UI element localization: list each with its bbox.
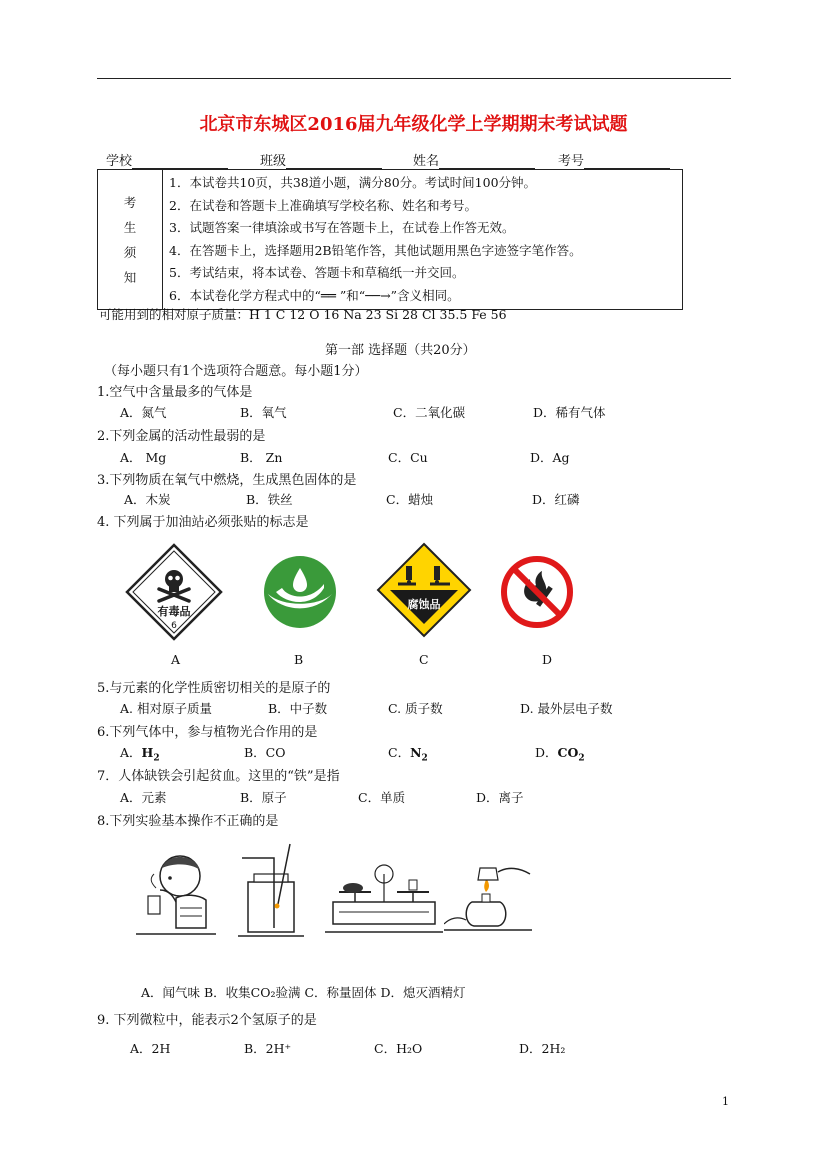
- atomic-masses: 可能用到的相对原子质量：H 1 C 12 O 16 Na 23 Si 28 Cl 35.5 Fe 56: [99, 307, 507, 322]
- q6-option-c[interactable]: C．$N_2$: [388, 745, 428, 764]
- q1-option-b[interactable]: B．氧气: [240, 405, 287, 420]
- q2-option-a[interactable]: A． Mg: [120, 450, 167, 465]
- toxic-sign-class: 6: [171, 621, 177, 631]
- q5-option-b[interactable]: B．中子数: [268, 701, 328, 716]
- field-label: 学校: [106, 154, 133, 169]
- question-2-stem: 2.下列金属的活动性最弱的是: [97, 429, 266, 444]
- corrosive-sign-icon: [376, 542, 472, 638]
- notice-items: [163, 170, 683, 310]
- q3-option-c[interactable]: C．蜡烛: [386, 492, 434, 507]
- q6-option-d[interactable]: D．$CO_2$: [535, 745, 585, 764]
- question-8-stem: 8.下列实验基本操作不正确的是: [97, 814, 279, 829]
- q5-option-a[interactable]: A. 相对原子质量: [120, 701, 212, 716]
- q9-option-d[interactable]: D．2H₂: [519, 1041, 566, 1056]
- q4-option-c[interactable]: C: [419, 652, 429, 667]
- question-4-stem: 4. 下列属于加油站必须张贴的标志是: [97, 515, 309, 530]
- field-label: 班级: [260, 154, 287, 169]
- water-saving-sign-icon: [262, 554, 338, 630]
- question-6-stem: 6.下列气体中，参与植物光合作用的是: [97, 725, 318, 740]
- q1-option-a[interactable]: A．氮气: [120, 405, 167, 420]
- q3-option-b[interactable]: B．铁丝: [246, 492, 293, 507]
- alcohol-lamp-illustration-icon: [444, 862, 532, 934]
- notice-item: 4．在答题卡上，选择题用2B铅笔作答，其他试题用黑色字迹签字笔作答。: [169, 242, 582, 258]
- notice-item: 6．本试卷化学方程式中的“══ ”和“──→”含义相同。: [169, 287, 460, 303]
- page-number: 1: [722, 1095, 729, 1108]
- corrosive-sign-label: 腐蚀品: [407, 598, 441, 611]
- q4-option-d[interactable]: D: [542, 652, 553, 667]
- q7-option-b[interactable]: B．原子: [240, 790, 287, 805]
- notice-item: 2．在试卷和答题卡上准确填写学校名称、姓名和考号。: [169, 197, 477, 213]
- notice-table: [97, 169, 683, 310]
- q6-option-b[interactable]: B．CO: [244, 745, 286, 760]
- q4-option-b[interactable]: B: [294, 652, 304, 667]
- q1-option-c[interactable]: C．二氧化碳: [393, 405, 466, 420]
- toxic-sign-icon: [125, 543, 223, 641]
- q2-option-b[interactable]: B． Zn: [240, 450, 283, 465]
- top-rule: [97, 78, 731, 79]
- q2-option-c[interactable]: C．Cu: [388, 450, 428, 465]
- q3-option-d[interactable]: D．红磷: [532, 492, 580, 507]
- q3-option-a[interactable]: A．木炭: [124, 492, 171, 507]
- q1-option-d[interactable]: D．稀有气体: [533, 405, 606, 420]
- q6-option-a[interactable]: A．$H_2$: [120, 745, 160, 764]
- notice-item: 5．考试结束，将本试卷、答题卡和草稿纸一并交回。: [169, 265, 465, 280]
- question-9-stem: 9. 下列微粒中，能表示2个氢原子的是: [97, 1013, 317, 1028]
- notice-item: 3．试题答案一律填涂或书写在答题卡上，在试卷上作答无效。: [169, 220, 515, 235]
- q5-option-c[interactable]: C. 质子数: [388, 701, 443, 716]
- section-heading: 第一部 选择题（共20分）: [325, 343, 476, 358]
- q7-option-d[interactable]: D．离子: [476, 790, 524, 805]
- co2-collection-illustration-icon: [238, 842, 304, 938]
- field-label: 姓名: [413, 154, 440, 169]
- section-note: （每小题只有1个选项符合题意。每小题1分）: [104, 364, 368, 379]
- q7-option-a[interactable]: A．元素: [120, 790, 167, 805]
- q4-option-a[interactable]: A: [171, 652, 181, 667]
- q9-option-a[interactable]: A．2H: [130, 1041, 171, 1056]
- q9-option-b[interactable]: B．2H⁺: [244, 1041, 292, 1056]
- q2-option-d[interactable]: D．Ag: [530, 450, 570, 465]
- question-1-stem: 1.空气中含量最多的气体是: [97, 385, 253, 400]
- question-3-stem: 3.下列物质在氧气中燃烧，生成黑色固体的是: [97, 473, 357, 488]
- exam-number-field[interactable]: [558, 150, 670, 169]
- notice-side-label: 考 生 须 知: [98, 170, 163, 310]
- q9-option-c[interactable]: C．H₂O: [374, 1041, 423, 1056]
- question-7-stem: 7．人体缺铁会引起贫血。这里的“铁”是指: [97, 769, 340, 784]
- question-5-stem: 5.与元素的化学性质密切相关的是原子的: [97, 681, 331, 696]
- balance-illustration-icon: [325, 862, 443, 934]
- no-fire-sign-icon: [500, 555, 574, 629]
- field-label: 考号: [558, 154, 585, 169]
- page-title: 北京市东城区2016届九年级化学上学期期末考试试题: [199, 114, 628, 135]
- toxic-sign-label: 有毒品: [157, 605, 191, 618]
- q5-option-d[interactable]: D. 最外层电子数: [520, 701, 613, 716]
- smelling-illustration-icon: [136, 848, 216, 938]
- q7-option-c[interactable]: C．单质: [358, 790, 406, 805]
- name-field[interactable]: [413, 150, 535, 169]
- class-field[interactable]: [260, 150, 382, 169]
- notice-item: 1．本试卷共10页，共38道小题，满分80分。考试时间100分钟。: [169, 175, 537, 190]
- q8-options[interactable]: A．闻气味 B．收集CO₂验满 C．称量固体 D．熄灭酒精灯: [141, 985, 466, 1000]
- school-field[interactable]: [106, 150, 228, 169]
